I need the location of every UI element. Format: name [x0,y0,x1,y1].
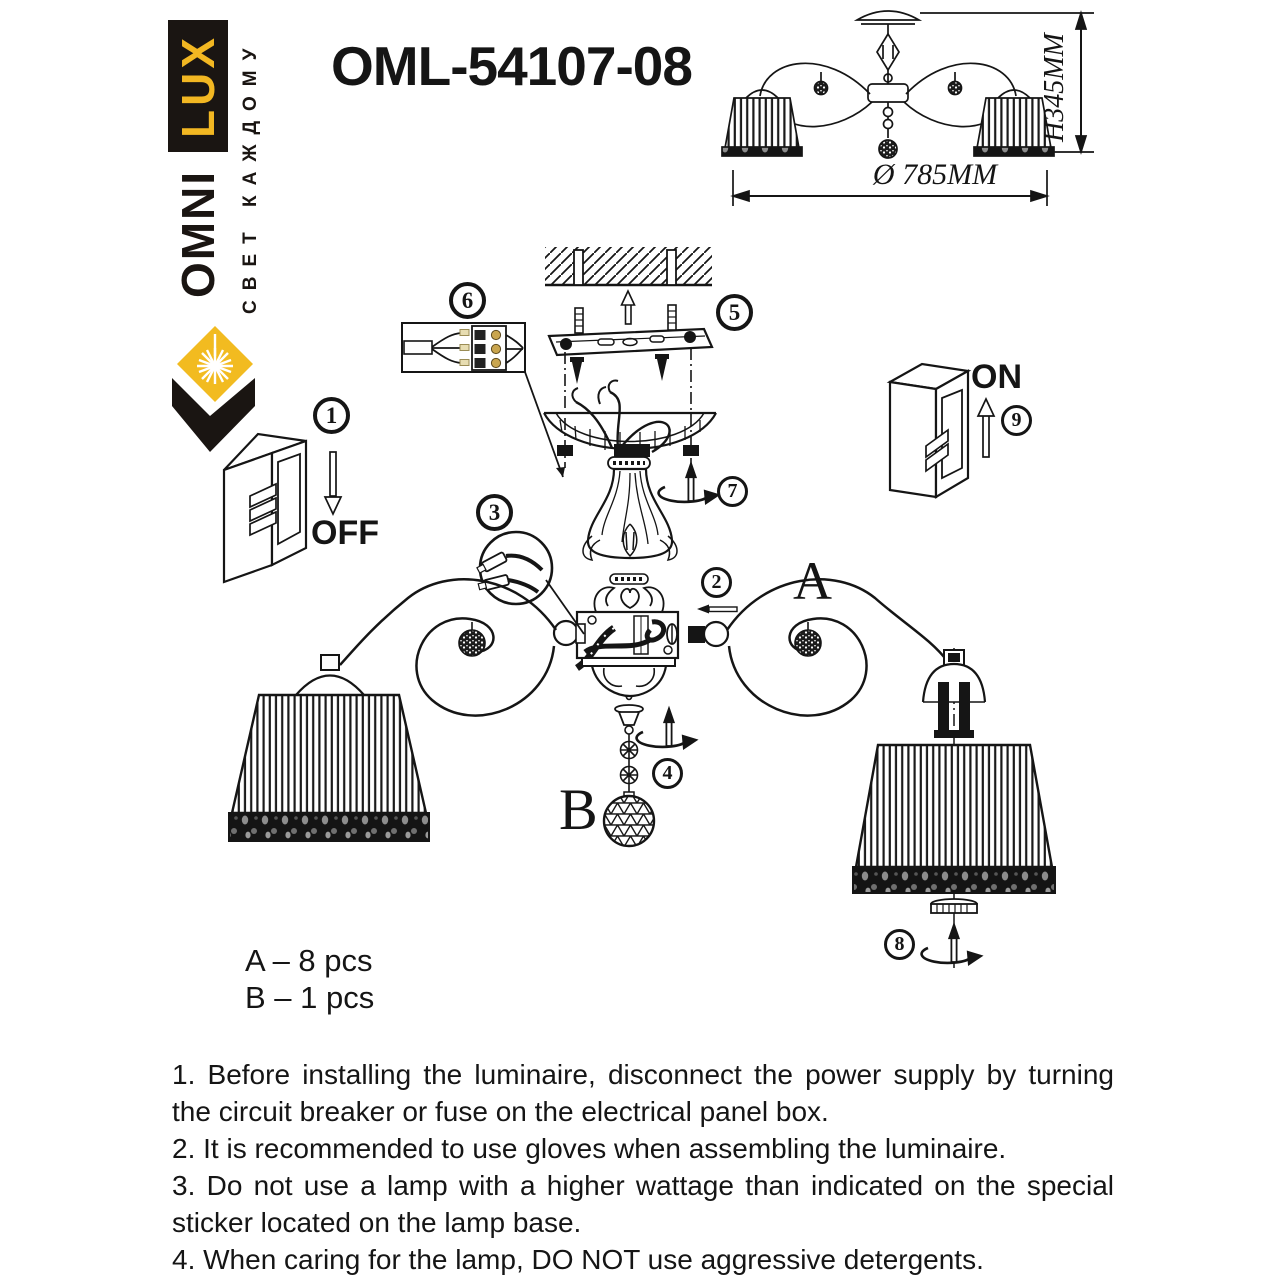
step-2-badge: 2 [701,567,732,598]
rotate-icon-step4 [637,709,696,748]
step-5-badge: 5 [716,294,753,331]
step-1-badge: 1 [313,397,350,434]
quantity-b: B – 1 pcs [245,980,375,1015]
rotate-icon-step8 [922,925,981,964]
quantities [245,942,374,1016]
right-arm [727,579,948,715]
part-b-label: B [559,777,598,842]
center-column [583,457,677,612]
rotate-icon-step7 [659,464,718,503]
instruction-4: 4. When caring for the lamp, DO NOT use aggressive detergents. [172,1244,984,1275]
step-6-badge: 6 [449,282,486,319]
breaker-box-on [890,364,968,497]
down-arrow-icon [325,452,341,514]
brand-lux-text: LUX [172,34,224,138]
exploded-view [224,247,1055,968]
breaker-box-off [224,434,306,582]
brand-diamond-icon [172,326,255,452]
brand-omni [168,152,228,316]
instruction-3: 3. Do not use a lamp with a higher wattage than indicated on the special sticker located on the lamp base. [172,1170,1114,1238]
arm-plug [688,622,728,646]
model-number: OML-54107-08 [331,35,692,97]
step-7-badge: 7 [717,476,748,507]
left-lampshade [229,695,429,841]
up-arrow-icon-on [978,399,994,457]
brand-omni-text: OMNI [172,169,224,299]
quantity-a: A – 8 pcs [245,943,373,978]
crystal-pendant [604,705,654,846]
step-4-badge: 4 [652,758,683,789]
hub-body [554,612,678,700]
on-label: ON [971,358,1022,396]
terminal-block-detail [402,323,565,477]
instruction-1: 1. Before installing the luminaire, disconnect the power supply by turning the circuit breaker or fuse on the electrical panel box. [172,1059,1114,1127]
instructions [172,1056,1114,1278]
brand-lux-box [168,20,228,152]
step-3-badge: 3 [476,494,513,531]
left-arrow-icon [697,605,737,614]
off-label: OFF [311,514,379,552]
instruction-2: 2. It is recommended to use gloves when assembling the luminaire. [172,1133,1007,1164]
step-8-badge: 8 [884,929,915,960]
right-lampshade [853,745,1055,913]
up-arrow-icon [622,291,635,324]
instruction-sheet: LUX OMNI СВЕТ КАЖДОМУ OML-54107-08 H345MM Ø 785MM 1 2 3 4 5 6 7 8 9 OFF ON A B A – 8 pcs B – 1 pcs 1. Before installing the luminaire, disconnect the power supply by turning the circuit breaker or fuse on the electrical panel box. 2. It is recommended to use gloves when assembling the luminaire. 3. Do not use a lamp with a higher wattage than indicated on the special sticker located on the lamp base. 4. When caring for the lamp, DO NOT use aggressive detergents. [0,0,1280,1280]
part-a-label: A [793,551,832,611]
ceiling [545,247,712,285]
diameter-dimension: Ø 785MM [872,158,998,191]
step-9-badge: 9 [1001,405,1032,436]
